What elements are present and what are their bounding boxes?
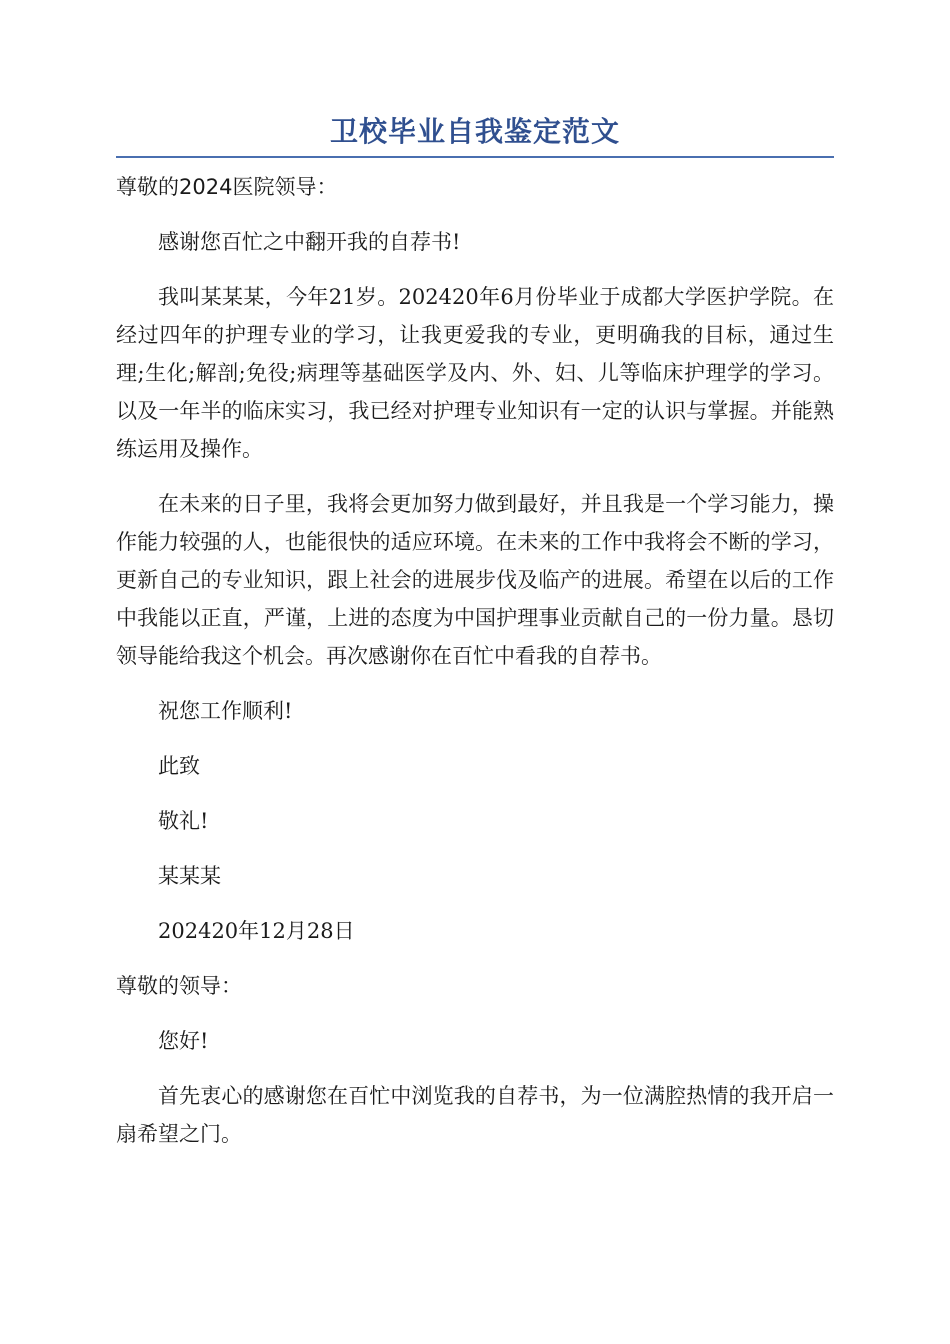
signature: 某某某	[158, 864, 221, 888]
salutation-prefix: 尊敬的	[116, 175, 179, 199]
date-line: 202420年12月28日	[158, 919, 355, 943]
wish-line: 祝您工作顺利!	[158, 699, 293, 723]
closing-line-2: 敬礼!	[158, 809, 209, 833]
salutation-year: 2024	[179, 175, 233, 199]
thanks-paragraph: 感谢您百忙之中翻开我的自荐书!	[158, 230, 461, 254]
second-greeting: 您好!	[158, 1029, 209, 1053]
salutation	[116, 168, 834, 206]
second-salutation: 尊敬的领导：	[116, 974, 242, 998]
document-title: 卫校毕业自我鉴定范文	[116, 110, 834, 158]
second-paragraph: 首先衷心的感谢您在百忙中浏览我的自荐书，为一位满腔热情的我开启一扇希望之门。	[116, 1084, 834, 1146]
future-paragraph: 在未来的日子里，我将会更加努力做到最好，并且我是一个学习能力，操作能力较强的人，也能很快的适应环境。在未来的工作中我将会不断的学习，更新自己的专业知识，跟上社会的进展步伐及临产的进展。希望在以后的工作中我能以正直，严谨，上进的态度为中国护理事业贡献自己的一份力量。恳切领导能给我这个机会。再次感谢你在百忙中看我的自荐书。	[116, 492, 834, 668]
intro-paragraph: 我叫某某某，今年21岁。202420年6月份毕业于成都大学医护学院。在经过四年的护理专业的学习，让我更爱我的专业，更明确我的目标，通过生理;生化;解剖;免役;病理等基础医学及内、外、妇、儿等临床护理学的学习。以及一年半的临床实习，我已经对护理专业知识有一定的认识与掌握。并能熟练运用及操作。	[116, 285, 834, 461]
salutation-suffix: 医院领导：	[232, 175, 338, 199]
document-page	[116, 110, 834, 1153]
closing-line-1: 此致	[158, 754, 200, 778]
